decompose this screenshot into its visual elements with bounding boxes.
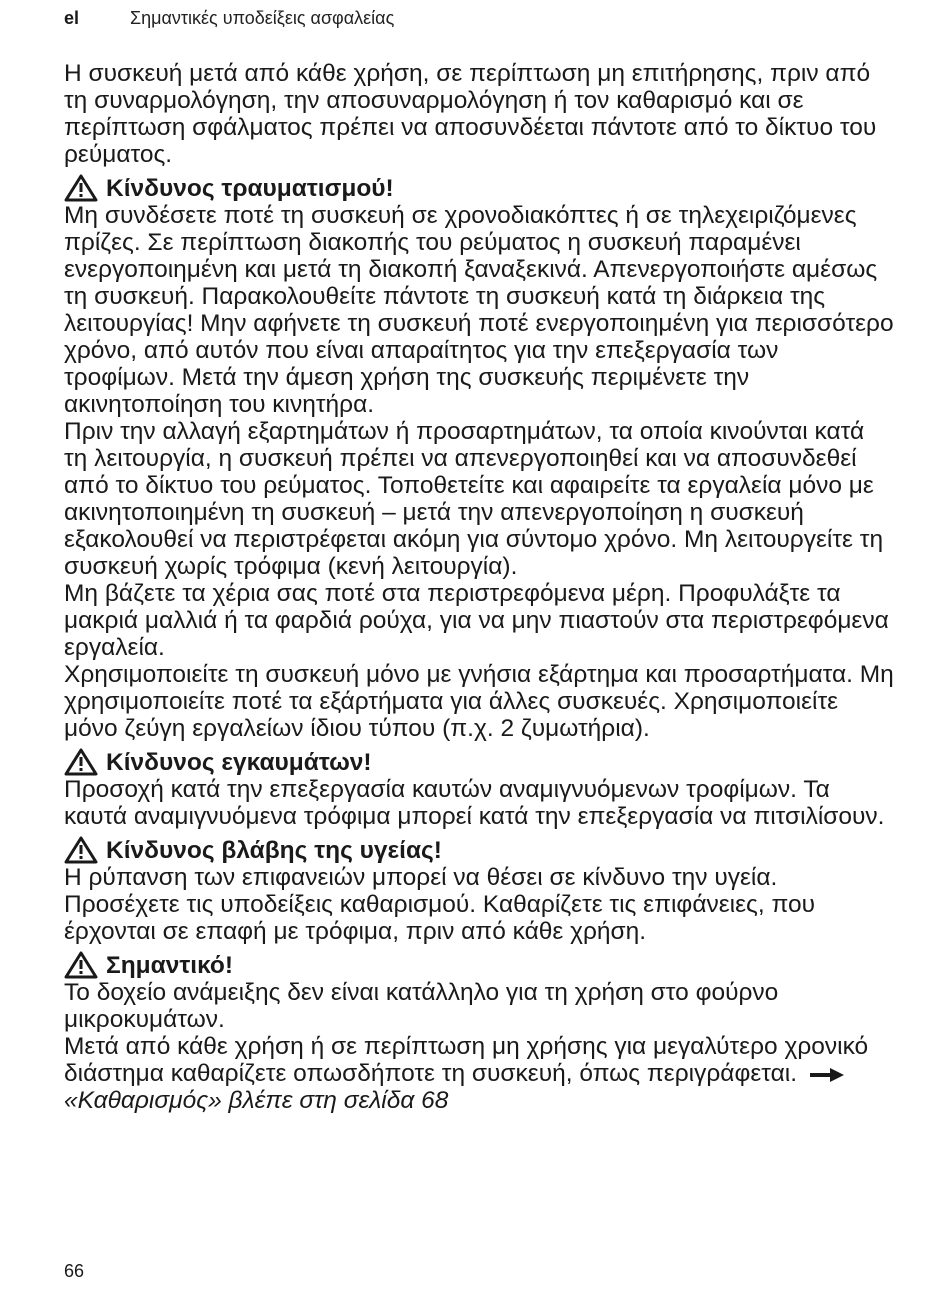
section-heading-health xyxy=(64,836,894,864)
paragraph: Πριν την αλλαγή εξαρτημάτων ή προσαρτημάτων, τα οποία κινούνται κατά τη λειτουργία, η συσκευή πρέπει να απενεργοποιηθεί και να αποσυνδεθεί από το δίκτυο του ρεύματος. Τοποθετείτε και αφαιρείτε τα εργαλεία μόνο με ακινητοποιημένη τη συσκευή – μετά την απενεργοποίηση η συσκευή εξακολουθεί να περιστρέφεται ακόμη για σύντομο χρόνο. Μη λειτουργείτε τη συσκευή χωρίς τρόφιμα (κενή λειτουργία). xyxy=(64,418,884,580)
paragraph: Μη συνδέσετε ποτέ τη συσκευή σε χρονοδιακόπτες ή σε τηλεχειριζόμενες πρίζες. Σε περίπτωση διακοπής του ρεύματος η συσκευή παραμένει ενεργοποιημένη και μετά τη διακοπή ξαναξεκινά. Απενεργοποιήστε αμέσως τη συσκευή. Παρακολουθείτε πάντοτε τη συσκευή κατά τη διάρκεια της λειτουργίας! Μην αφήνετε τη συσκευή ποτέ ενεργοποιημένη για περισσότερο χρόνο, από αυτόν που είναι απαραίτητος για την επεξεργασία των τροφίμων. Μετά την άμεση χρήση της συσκευής περιμένετε την ακινητοποίηση του κινητήρα. xyxy=(64,202,894,418)
final-paragraph xyxy=(64,1033,894,1114)
heading-text: Κίνδυνος εγκαυμάτων! xyxy=(106,748,372,776)
paragraph: Το δοχείο ανάμειξης δεν είναι κατάλληλο για τη χρήση στο φούρνο μικροκυμάτων. xyxy=(64,979,779,1033)
paragraph: Χρησιμοποιείτε τη συσκευή μόνο με γνήσια εξάρτημα και προσαρτήματα. Μη χρησιμοποιείτε ποτέ τα εξάρτήματα για άλλες συσκευές. Χρησιμοποιείτε μόνο ζεύγη εργαλείων ίδιου τύπου (π.χ. 2 ζυμωτήρια). xyxy=(64,661,894,742)
paragraph: Η ρύπανση των επιφανειών μπορεί να θέσει σε κίνδυνο την υγεία. Προσέχετε τις υποδείξεις καθαρισμού. Καθαρίζετε τις επιφάνειες, που έρχονται σε επαφή με τρόφιμα, πριν από κάθε χρήση. xyxy=(64,864,816,945)
running-title: Σημαντικές υποδείξεις ασφαλείας xyxy=(130,7,395,28)
page-number: 66 xyxy=(64,1261,85,1281)
warning-triangle-icon xyxy=(64,174,98,202)
section-heading-injury xyxy=(64,174,894,202)
intro-paragraph: Η συσκευή μετά από κάθε χρήση, σε περίπτωση μη επιτήρησης, πριν από τη συναρμολόγηση, την αποσυναρμολόγηση ή τον καθαρισμό και σε περίπτωση σφάλματος πρέπει να αποσυνδέεται πάντοτε από το δίκτυο του ρεύματος. xyxy=(64,60,877,168)
page-header xyxy=(64,4,394,32)
heading-text: Σημαντικό! xyxy=(106,951,234,979)
paragraph: Μη βάζετε τα χέρια σας ποτέ στα περιστρεφόμενα μέρη. Προφυλάξτε τα μακριά μαλλιά ή τα φαρδιά ρούχα, για να μην πιαστούν στα περιστρεφόμενα εργαλεία. xyxy=(64,580,889,661)
warning-triangle-icon xyxy=(64,748,98,776)
paragraph: Προσοχή κατά την επεξεργασία καυτών αναμιγνυόμενων τροφίμων. Τα καυτά αναμιγνυόμενα τρόφιμα μπορεί κατά την επεξεργασία να πιτσιλίσουν. xyxy=(64,776,885,830)
warning-triangle-icon xyxy=(64,951,98,979)
warning-triangle-icon xyxy=(64,836,98,864)
heading-text: Κίνδυνος βλάβης της υγείας! xyxy=(106,836,442,864)
section-heading-burns xyxy=(64,748,894,776)
section-heading-important xyxy=(64,951,894,979)
heading-text: Κίνδυνος τραυματισμού! xyxy=(106,174,394,202)
document-body xyxy=(64,60,894,1114)
final-text: Μετά από κάθε χρήση ή σε περίπτωση μη χρήσης για μεγαλύτερο χρονικό διάστημα καθαρίζετε οπωσδήποτε τη συσκευή, όπως περιγράφεται. xyxy=(64,1033,869,1087)
cross-reference-link[interactable]: «Καθαρισμός» βλέπε στη σελίδα 68 xyxy=(64,1087,449,1114)
language-code: el xyxy=(64,7,80,28)
arrow-right-icon xyxy=(810,1068,844,1082)
